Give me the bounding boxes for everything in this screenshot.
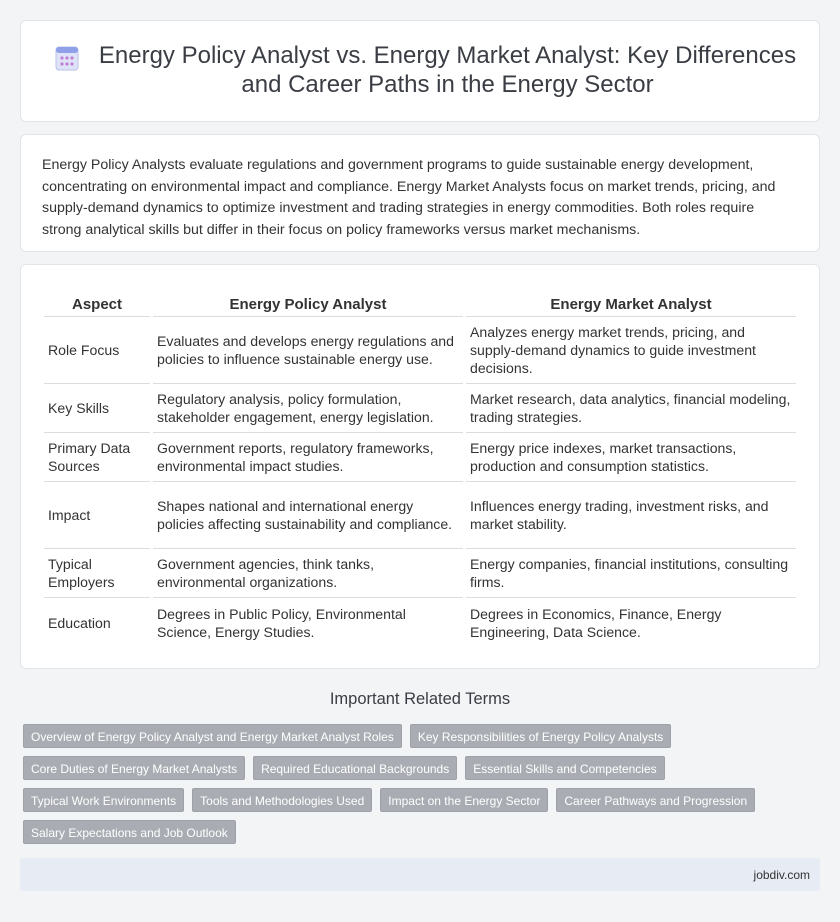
related-term-tag[interactable]: Career Pathways and Progression [556, 788, 755, 812]
related-term-tag[interactable]: Impact on the Energy Sector [380, 788, 548, 812]
policy-cell: Degrees in Public Policy, Environmental Science, Energy Studies. [157, 605, 406, 640]
table-row [44, 549, 796, 598]
market-cell: Market research, data analytics, financial modeling, trading strategies. [466, 384, 796, 433]
aspect-cell: Primary Data Sources [44, 433, 150, 482]
policy-cell: Shapes national and international energy policies affecting sustainability and compliance. [153, 482, 463, 549]
page-title: Energy Policy Analyst vs. Energy Market Analyst: Key Differences and Career Paths in the Energy Sector [98, 42, 797, 98]
summary-card [20, 134, 820, 252]
header-card [20, 20, 820, 122]
comparison-table [41, 295, 799, 647]
table-header-row [44, 295, 796, 317]
summary-paragraph: Energy Policy Analysts evaluate regulations and government programs to guide sustainable energy development, concentrating on environmental impact and compliance. Energy Market Analysts focus on market trends, pricing, and supply-demand dynamics to optimize investment and trading strategies in energy commodities. Both roles require strong analytical skills but differ in their focus on policy frameworks versus market mechanisms. [42, 157, 776, 238]
aspect-cell: Key Skills [44, 384, 150, 433]
policy-cell: Government reports, regulatory frameworks, environmental impact studies. [153, 433, 463, 482]
related-term-tag[interactable]: Essential Skills and Competencies [465, 756, 664, 780]
table-row [44, 433, 796, 482]
column-header-aspect: Aspect [44, 295, 150, 317]
market-cell: Energy price indexes, market transactions, production and consumption statistics. [466, 433, 796, 482]
related-term-tag[interactable]: Typical Work Environments [23, 788, 184, 812]
aspect-cell: Impact [44, 482, 150, 549]
market-cell: Influences energy trading, investment risks, and market stability. [466, 482, 796, 549]
column-header-policy-analyst: Energy Policy Analyst [153, 295, 463, 317]
market-cell: Degrees in Economics, Finance, Energy Engineering, Data Science. [470, 605, 722, 640]
footer-bar [20, 858, 820, 891]
aspect-cell: Education [48, 614, 111, 631]
comparison-card [20, 264, 820, 669]
related-term-tag[interactable]: Tools and Methodologies Used [192, 788, 372, 812]
related-term-tag[interactable]: Overview of Energy Policy Analyst and Energy Market Analyst Roles [23, 724, 402, 748]
related-term-tag[interactable]: Core Duties of Energy Market Analysts [23, 756, 245, 780]
column-header-market-analyst: Energy Market Analyst [466, 295, 796, 317]
policy-cell: Evaluates and develops energy regulations and policies to influence sustainable energy use. [153, 317, 463, 384]
aspect-cell: Role Focus [44, 317, 150, 384]
related-term-tag[interactable]: Key Responsibilities of Energy Policy Analysts [410, 724, 671, 748]
related-term-tag[interactable]: Required Educational Backgrounds [253, 756, 457, 780]
policy-cell: Regulatory analysis, policy formulation, stakeholder engagement, energy legislation. [153, 384, 463, 433]
market-cell: Energy companies, financial institutions, consulting firms. [466, 549, 796, 598]
market-cell: Analyzes energy market trends, pricing, and supply-demand dynamics to guide investment decisions. [466, 317, 796, 384]
table-row [44, 317, 796, 384]
policy-cell: Government agencies, think tanks, environmental organizations. [153, 549, 463, 598]
related-terms-heading: Important Related Terms [329, 690, 511, 708]
table-row [44, 482, 796, 549]
table-row [44, 384, 796, 433]
table-row [44, 598, 796, 647]
related-terms-list [23, 724, 803, 844]
related-term-tag[interactable]: Salary Expectations and Job Outlook [23, 820, 236, 844]
footer-site-link[interactable]: jobdiv.com [753, 868, 810, 882]
aspect-cell: Typical Employers [44, 549, 150, 598]
